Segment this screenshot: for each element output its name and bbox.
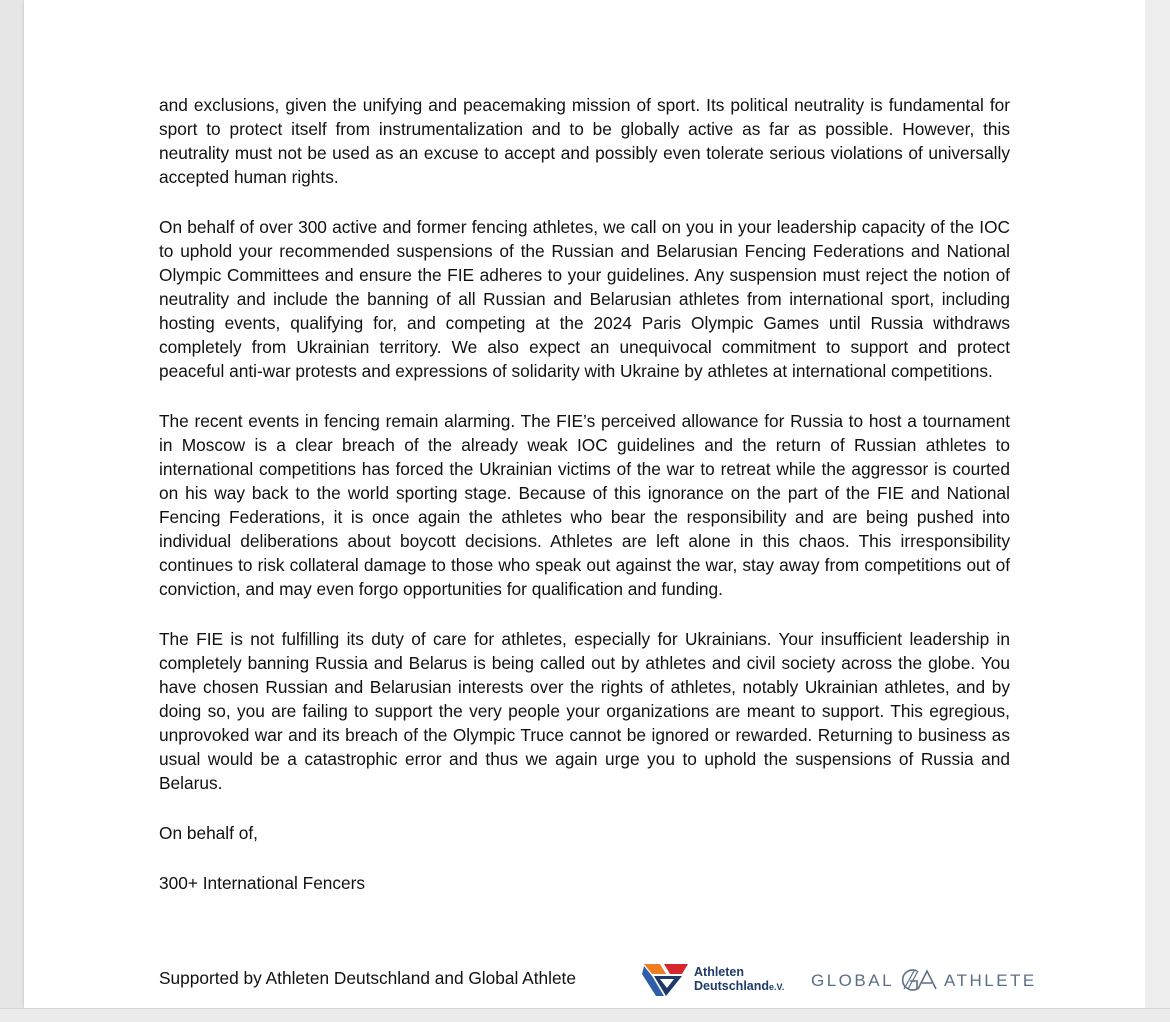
global-athlete-word-global: GLOBAL bbox=[811, 971, 895, 990]
global-athlete-logo bbox=[811, 967, 1051, 993]
paragraph-call-to-ioc: On behalf of over 300 active and former fencing athletes, we call on you in your leadership capacity of the IOC to uphold your recommended suspensions of the Russian and Belarusian Fencing Federations and National Olympic Committees and ensure the FIE adheres to your guidelines. Any suspension must reject the notion of neutrality and include the banning of all Russian and Belarusian athletes from international sport, including hosting events, qualifying for, and competing at the 2024 Paris Olympic Games until Russia withdraws completely from Ukrainian territory. We also expect an unequivocal commitment to support and protect peaceful anti-war protests and expressions of solidarity with Ukraine by athletes at international competitions. bbox=[159, 217, 1010, 381]
athleten-deutschland-wordmark bbox=[694, 965, 784, 994]
document-body bbox=[159, 93, 1010, 921]
athleten-deutschland-logo bbox=[642, 960, 802, 998]
ad-wordmark-line1: Athleten bbox=[694, 965, 744, 979]
ad-wordmark-line2 bbox=[694, 979, 784, 994]
athleten-deutschland-mark-icon bbox=[642, 960, 690, 998]
paragraph-fie-duty: The FIE is not fulfilling its duty of care for athletes, especially for Ukrainians. Your insufficient leadership in completely banning Russia and Belarus is being called out by athletes and civil society across the globe. You have chosen Russian and Belarusian interests over the rights of athletes, notably Ukrainian athletes, and by doing so, you are failing to support the very people your organizations are meant to support. This egregious, unprovoked war and its breach of the Olympic Truce cannot be ignored or rewarded. Returning to business as usual would be a catastrophic error and thus we again urge you to uphold the suspensions of Russia and Belarus. bbox=[159, 629, 1010, 793]
right-gutter bbox=[1145, 0, 1170, 1008]
document-page bbox=[24, 0, 1145, 1008]
global-athlete-word-athlete: ATHLETE bbox=[944, 971, 1037, 990]
paragraph-recent-events: The recent events in fencing remain alarming. The FIE’s perceived allowance for Russia to host a tournament in Moscow is a clear breach of the already weak IOC guidelines and the return of Russian athletes to international competitions has forced the Ukrainian victims of the war to retreat while the aggressor is courted on his way back to the world sporting stage. Because of this ignorance on the part of the FIE and National Fencing Federations, it is once again the athletes who bear the responsibility and are being pushed into individual deliberations about boycott decisions. Athletes are left alone in this chaos. This irresponsibility continues to risk collateral damage to those who speak out against the war, stay away from competitions out of conviction, and may even forgo opportunities for qualification and funding. bbox=[159, 411, 1010, 599]
supporters-row bbox=[159, 958, 1059, 998]
supported-by-text: Supported by Athleten Deutschland and Global Athlete bbox=[159, 968, 576, 988]
global-athlete-mark-icon bbox=[898, 967, 940, 993]
ad-wordmark-ev: e.V. bbox=[769, 982, 785, 992]
ad-wordmark-deutschland: Deutschland bbox=[694, 979, 770, 993]
page-separator bbox=[0, 1008, 1170, 1022]
closing-line: On behalf of, bbox=[159, 823, 258, 843]
paragraph-neutrality: and exclusions, given the unifying and peacemaking mission of sport. Its political neutrality is fundamental for sport to protect itself from instrumentalization and to be globally active as far as possible. However, this neutrality must not be used as an excuse to accept and possibly even tolerate serious violations of universally accepted human rights. bbox=[159, 95, 1010, 187]
signatory: 300+ International Fencers bbox=[159, 873, 366, 893]
